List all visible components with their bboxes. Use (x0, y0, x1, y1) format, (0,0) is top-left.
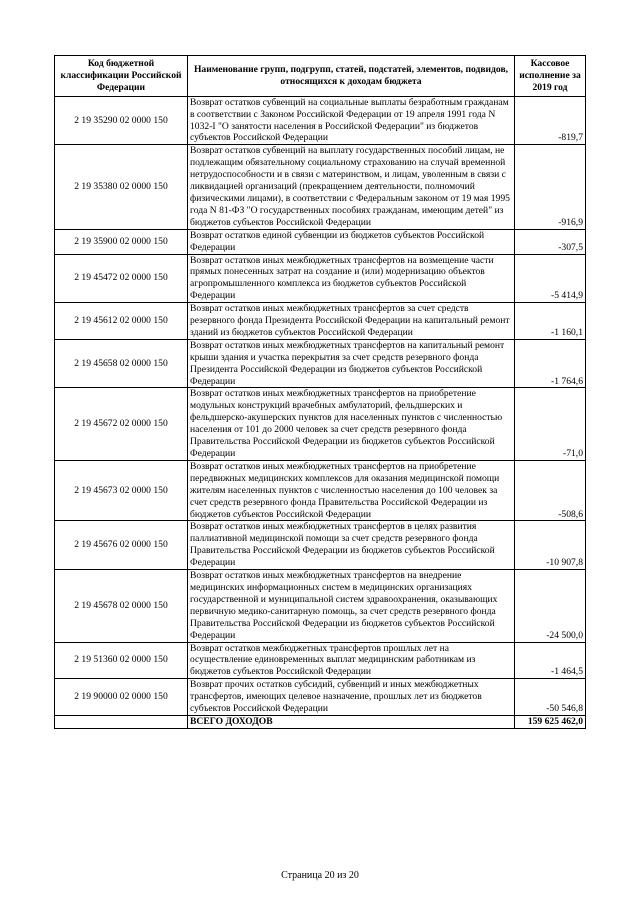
row-amount: -71,0 (515, 388, 586, 460)
row-name: Возврат прочих остатков субсидий, субвенций и иных межбюджетных трансфертов, имеющих целевое назначение, прошлых лет из бюджетов субъектов Российской Федерации (188, 679, 515, 716)
row-code: 2 19 45612 02 0000 150 (55, 303, 188, 340)
row-amount: -5 414,9 (515, 254, 586, 303)
header-amount: Кассовое исполнение за 2019 год (515, 56, 586, 97)
header-code: Код бюджетной классификации Российской Федерации (55, 56, 188, 97)
row-code: 2 19 51360 02 0000 150 (55, 642, 188, 679)
row-name: Возврат остатков иных межбюджетных трансфертов на возмещение части прямых понесенных затрат на создание и (или) модернизацию объектов агропромышленного комплекса из бюджетов субъектов Российской Федерации (188, 254, 515, 303)
row-name: Возврат остатков иных межбюджетных трансфертов в целях развития паллиативной медицинской помощи за счет средств резервного фонда Правительства Российской Федерации из бюджетов субъектов Российской Федерации (188, 521, 515, 570)
row-name: Возврат остатков единой субвенции из бюджетов субъектов Российской Федерации (188, 229, 515, 254)
row-name: Возврат остатков межбюджетных трансфертов прошлых лет на осуществление единовременных выплат медицинским работникам из бюджетов субъектов Российской Федерации (188, 642, 515, 679)
table-row (55, 642, 586, 679)
row-name: Возврат остатков иных межбюджетных трансфертов на капитальный ремонт крыши здания и участка перекрытия за счет средств резервного фонда Президента Российской Федерации из бюджетов субъектов Российской Федерации (188, 339, 515, 388)
table-row (55, 521, 586, 570)
page-number: Страница 20 из 20 (281, 870, 359, 881)
row-code: 2 19 45673 02 0000 150 (55, 460, 188, 521)
row-code: 2 19 35290 02 0000 150 (55, 96, 188, 145)
row-amount: -307,5 (515, 229, 586, 254)
row-amount: -1 160,1 (515, 303, 586, 340)
row-amount: -10 907,8 (515, 521, 586, 570)
table-row (55, 229, 586, 254)
row-code: 2 19 45658 02 0000 150 (55, 339, 188, 388)
row-name: Возврат остатков иных межбюджетных трансфертов за счет средств резервного фонда Президента Российской Федерации на капитальный ремонт зданий из бюджетов субъектов Российской Федерации (188, 303, 515, 340)
table-row (55, 388, 586, 460)
row-code: 2 19 35380 02 0000 150 (55, 145, 188, 229)
row-name: Возврат остатков субвенций на выплату государственных пособий лицам, не подлежащим обязательному социальному страхованию на случай временной нетрудоспособности и в связи с материнством, и лицам, уволенным в связи с ликвидацией организаций (прекращением деятельности, полномочий физическими лицами), в соответствии с Федеральным законом от 19 мая 1995 года N 81-ФЗ "О государственных пособиях гражданам, имеющим детей" из бюджетов субъектов Российской Федерации (188, 145, 515, 229)
row-name: Возврат остатков субвенций на социальные выплаты безработным гражданам в соответствии с Законом Российской Федерации от 19 апреля 1991 года N 1032-I "О занятости населения в Российской Федерации" из бюджетов субъектов Российской Федерации (188, 96, 515, 145)
row-amount: -1 764,6 (515, 339, 586, 388)
row-name: Возврат остатков иных межбюджетных трансфертов на внедрение медицинских информационных систем в медицинских организациях государственной и муниципальной систем здравоохранения, оказывающих первичную медико-санитарную помощь, за счет средств резервного фонда Правительства Российской Федерации из бюджетов субъектов Российской Федерации (188, 570, 515, 642)
row-amount: -1 464,5 (515, 642, 586, 679)
table-header-row (55, 56, 586, 97)
total-amount: 159 625 462,0 (515, 715, 586, 728)
total-code-cell (55, 715, 188, 728)
total-label: ВСЕГО ДОХОДОВ (188, 715, 515, 728)
table-row (55, 460, 586, 521)
row-code: 2 19 45672 02 0000 150 (55, 388, 188, 460)
table-row (55, 679, 586, 716)
row-amount: -50 546,8 (515, 679, 586, 716)
row-code: 2 19 45676 02 0000 150 (55, 521, 188, 570)
row-amount: -24 500,0 (515, 570, 586, 642)
table-row (55, 339, 586, 388)
row-name: Возврат остатков иных межбюджетных трансфертов на приобретение передвижных медицинских комплексов для оказания медицинской помощи жителям населенных пунктов с численностью населения до 100 человек за счет средств резервного фонда Правительства Российской Федерации из бюджетов субъектов Российской Федерации (188, 460, 515, 521)
header-name: Наименование групп, подгрупп, статей, подстатей, элементов, подвидов, относящихся к доходам бюджета (188, 56, 515, 97)
table-row (55, 145, 586, 229)
table-row (55, 570, 586, 642)
table-row (55, 303, 586, 340)
row-amount: -916,9 (515, 145, 586, 229)
total-row (55, 715, 586, 728)
row-code: 2 19 90000 02 0000 150 (55, 679, 188, 716)
row-code: 2 19 45472 02 0000 150 (55, 254, 188, 303)
row-code: 2 19 45678 02 0000 150 (55, 570, 188, 642)
row-code: 2 19 35900 02 0000 150 (55, 229, 188, 254)
revenue-table (54, 55, 586, 729)
row-name: Возврат остатков иных межбюджетных трансфертов на приобретение модульных конструкций врачебных амбулаторий, фельдшерских и фельдшерско-акушерских пунктов для населенных пунктов с численностью населения от 101 до 2000 человек за счет средств резервного фонда Правительства Российской Федерации из бюджетов субъектов Российской Федерации (188, 388, 515, 460)
table-row (55, 96, 586, 145)
table-body (55, 96, 586, 728)
row-amount: -508,6 (515, 460, 586, 521)
row-amount: -819,7 (515, 96, 586, 145)
table-row (55, 254, 586, 303)
